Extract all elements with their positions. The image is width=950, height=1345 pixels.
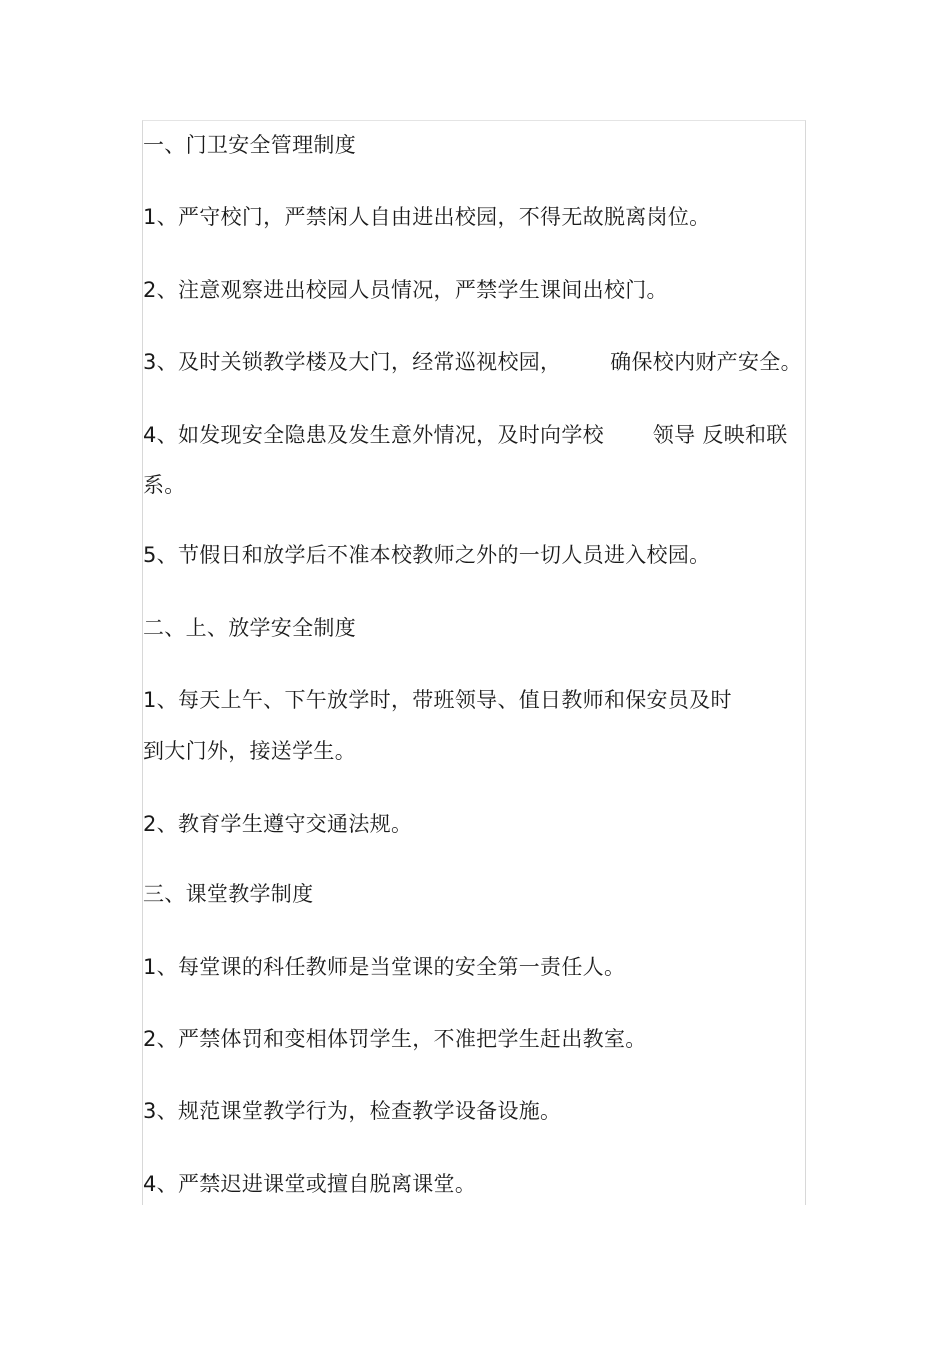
classroom-rule-4: 4、严禁迟进课堂或擅自脱离课堂。: [143, 1172, 477, 1196]
section-heading-gate-security: 一、门卫安全管理制度: [143, 133, 356, 157]
gate-rule-5: 5、节假日和放学后不准本校教师之外的一切人员进入校园。: [143, 543, 711, 567]
section-heading-classroom-teaching: 三、课堂教学制度: [143, 882, 314, 906]
classroom-rule-2: 2、严禁体罚和变相体罚学生，不准把学生赶出教室。: [143, 1027, 647, 1051]
gate-rule-4: 4、如发现安全隐患及发生意外情况，及时向学校 领导 反映和联: [143, 423, 788, 447]
section-heading-school-commute: 二、上、放学安全制度: [143, 616, 356, 640]
gate-rule-1: 1、严守校门，严禁闲人自由进出校园，不得无故脱离岗位。: [143, 205, 711, 229]
commute-rule-2: 2、教育学生遵守交通法规。: [143, 812, 413, 836]
commute-rule-1-continued: 到大门外，接送学生。: [143, 739, 356, 763]
classroom-rule-1: 1、每堂课的科任教师是当堂课的安全第一责任人。: [143, 955, 626, 979]
gate-rule-3: 3、及时关锁教学楼及大门，经常巡视校园， 确保校内财产安全。: [143, 350, 802, 374]
gate-rule-2: 2、注意观察进出校园人员情况，严禁学生课间出校门。: [143, 278, 668, 302]
gate-rule-4-continued: 系。: [143, 473, 186, 497]
classroom-rule-3: 3、规范课堂教学行为，检查教学设备设施。: [143, 1099, 562, 1123]
commute-rule-1: 1、每天上午、下午放学时，带班领导、值日教师和保安员及时: [143, 688, 732, 712]
